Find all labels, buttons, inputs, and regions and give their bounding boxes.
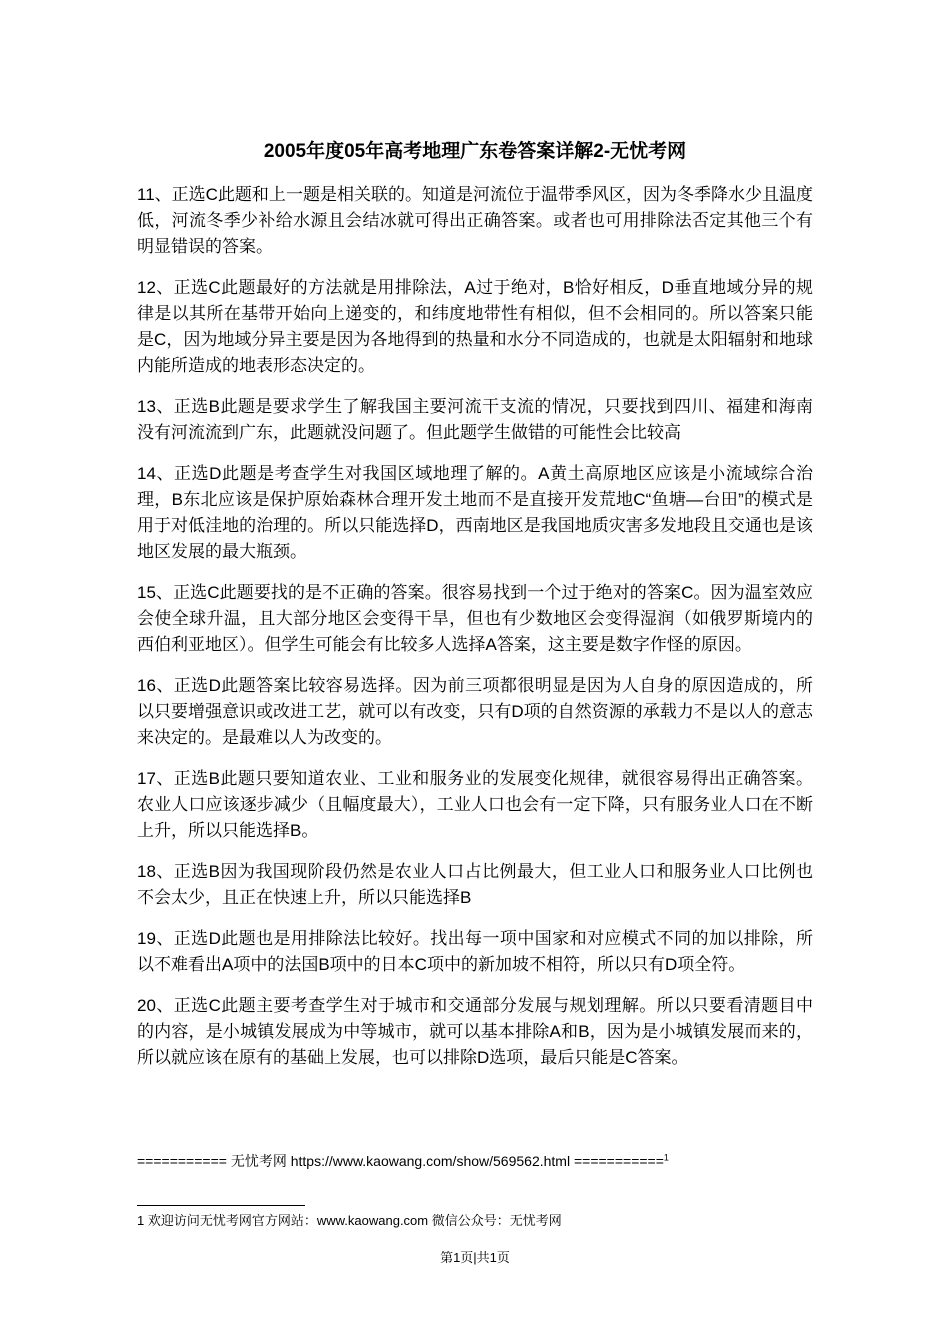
answer-paragraph-16: 16、正选D此题答案比较容易选择。因为前三项都很明显是因为人自身的原因造成的，所以只要增强意识或改进工艺，就可以有改变，只有D项的自然资源的承载力不是以人的意志来决定的。是最难以人为改变的。 [137,676,813,747]
answer-paragraph-20: 20、正选C此题主要考查学生对于城市和交通部分发展与规划理解。所以只要看清题目中的内容，是小城镇发展成为中等城市，就可以基本排除A和B，因为是小城镇发展而来的，所以就应该在原有的基础上发展，也可以排除D选项，最后只能是C答案。 [137,996,813,1067]
answer-paragraph-17: 17、正选B此题只要知道农业、工业和服务业的发展变化规律，就很容易得出正确答案。农业人口应该逐步减少（且幅度最大），工业人口也会有一定下降，只有服务业人口在不断上升，所以只能选择B。 [137,769,813,840]
answer-paragraph-19: 19、正选D此题也是用排除法比较好。找出每一项中国家和对应模式不同的加以排除，所以不难看出A项中的法国B项中的日本C项中的新加坡不相符，所以只有D项全符。 [137,929,813,974]
answer-paragraph-13: 13、正选B此题是要求学生了解我国主要河流干支流的情况，只要找到四川、福建和海南没有河流流到广东，此题就没问题了。但此题学生做错的可能性会比较高 [137,397,813,442]
document-body [137,182,813,1086]
page-number: 第1页|共1页 [440,1250,510,1265]
answer-paragraph-14: 14、正选D此题是考查学生对我国区域地理了解的。A黄土高原地区应该是小流域综合治理，B东北应该是保护原始森林合理开发土地而不是直接开发荒地C“鱼塘—台田”的模式是用于对低洼地的治理的。所以只能选择D，西南地区是我国地质灾害多发地段且交通也是该地区发展的最大瓶颈。 [137,464,813,561]
answer-paragraph-12: 12、正选C此题最好的方法就是用排除法，A过于绝对，B恰好相反，D垂直地域分异的规律是以其所在基带开始向上递变的，和纬度地带性有相似，但不会相同的。所以答案只能是C，因为地域分异主要是因为各地得到的热量和水分不同造成的，也就是太阳辐射和地球内能所造成的地表形态决定的。 [137,278,813,375]
footnote-marker: 1 [663,1152,669,1163]
answer-paragraph-18: 18、正选B因为我国现阶段仍然是农业人口占比例最大，但工业人口和服务业人口比例也不会太少，且正在快速上升，所以只能选择B [137,862,813,907]
footnote-divider [137,1205,305,1206]
answer-paragraph-11: 11、正选C此题和上一题是相关联的。知道是河流位于温带季风区，因为冬季降水少且温度低，河流冬季少补给水源且会结冰就可得出正确答案。或者也可用排除法否定其他三个有明显错误的答案。 [137,185,813,256]
footnote: 1 欢迎访问无忧考网官方网站：www.kaowang.com 微信公众号：无忧考网 [137,1213,562,1228]
source-line [137,1151,813,1171]
source-link-text[interactable]: =========== 无忧考网 https://www.kaowang.com/show/569562.html =========== [137,1153,664,1169]
page-title: 2005年度05年高考地理广东卷答案详解2-无忧考网 [263,141,687,162]
answer-paragraph-15: 15、正选C此题要找的是不正确的答案。很容易找到一个过于绝对的答案C。因为温室效应会使全球升温，且大部分地区会变得干旱，但也有少数地区会变得湿润（如俄罗斯境内的西伯利亚地区）。但学生可能会有比较多人选择A答案，这主要是数字作怪的原因。 [137,583,813,654]
